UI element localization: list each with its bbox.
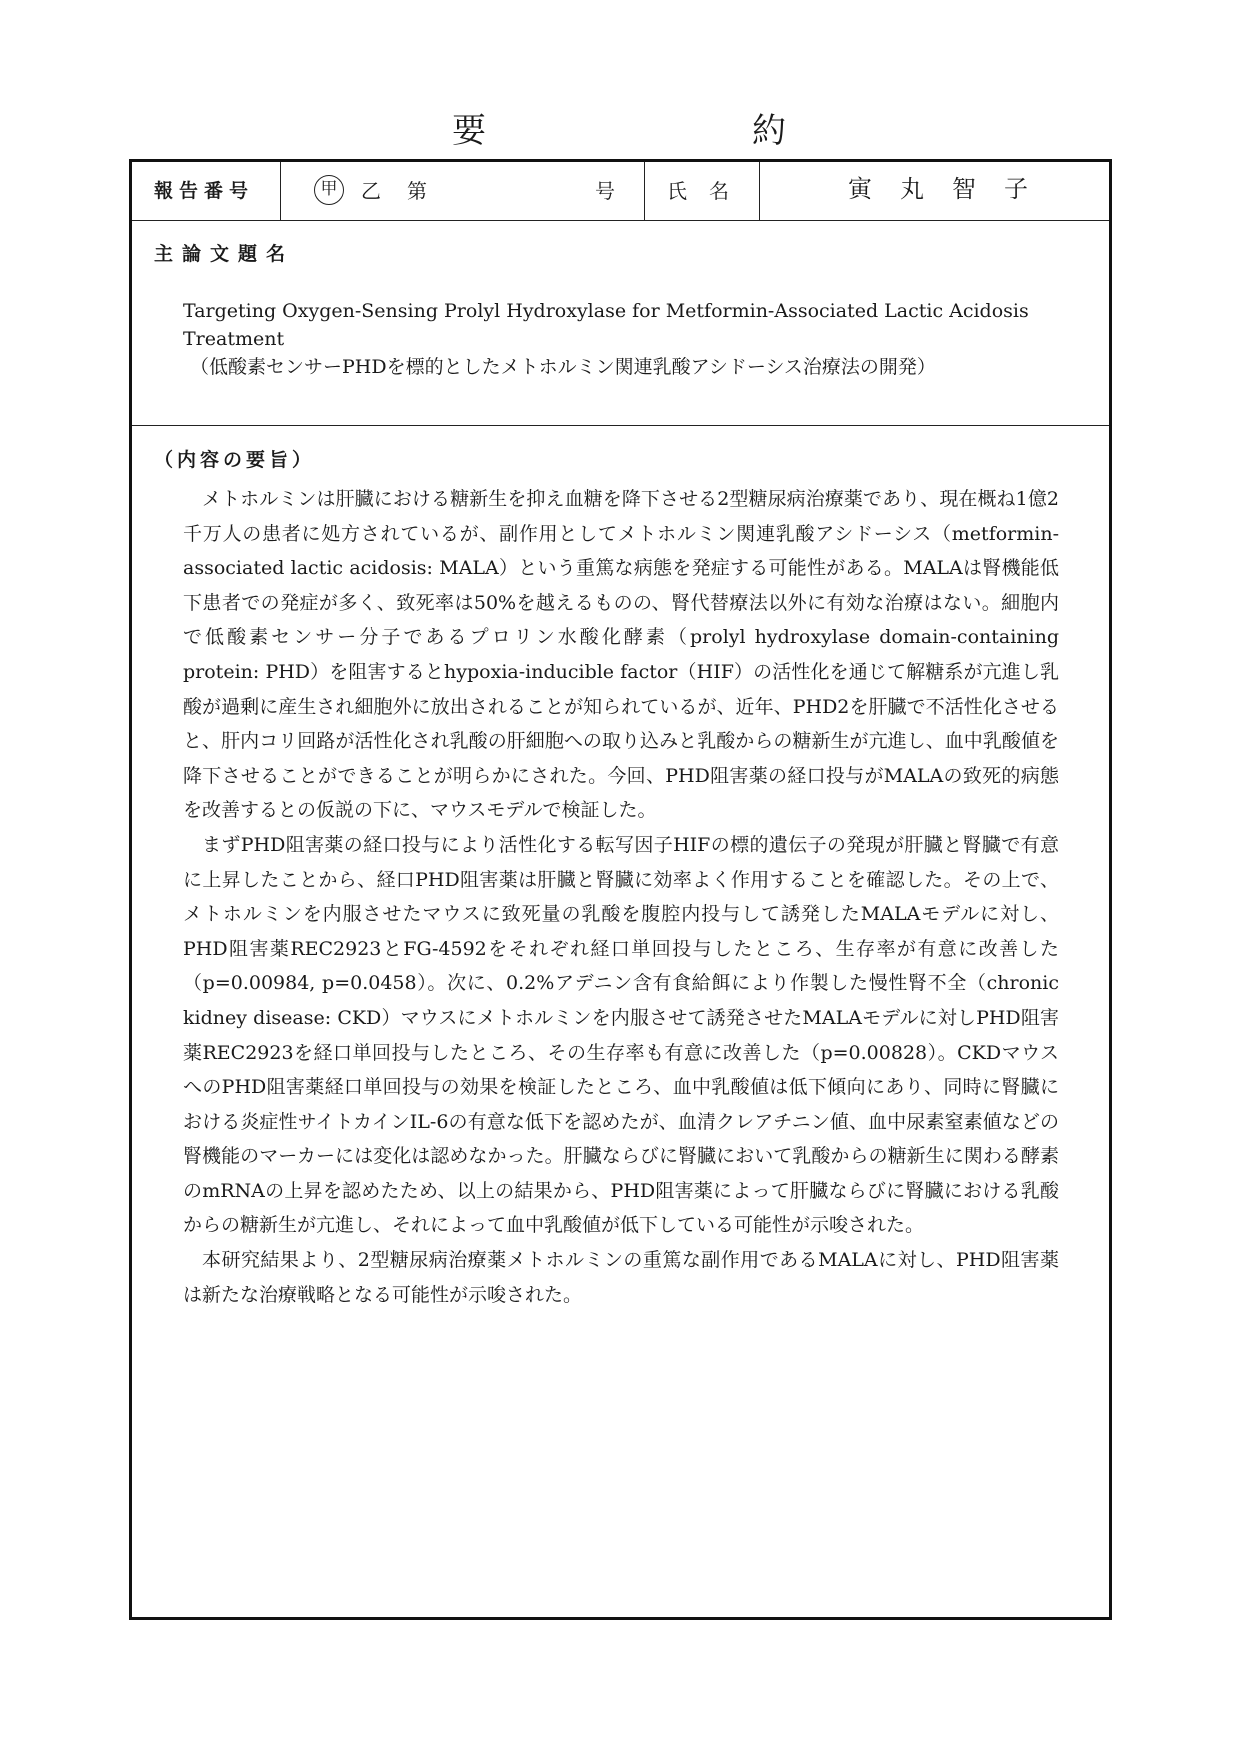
summary-paragraph-1: メトホルミンは肝臓における糖新生を抑え血糖を降下させる2型糖尿病治療薬であり、現在概ね1億2千万人の患者に処方されているが、副作用としてメトホルミン関連乳酸アシドーシス（metformin-associated lactic acidosis: MALA）という重篤な病態を発症する可能性がある。MALAは腎機能低下患者での発症が多く、致死率は50%を越えるものの、腎代替療法以外に有効な治療はない。細胞内で低酸素センサー分子であるプロリン水酸化酵素（prolyl hydroxylase domain-containing protein: PHD）を阻害するとhypoxia-inducible factor（HIF）の活性化を通じて解糖系が亢進し乳酸が過剰に産生され細胞外に放出されることが知られているが、近年、PHD2を肝臓で不活性化させると、肝内コリ回路が活性化され乳酸の肝細胞への取り込みと乳酸からの糖新生が亢進し、血中乳酸値を降下させることができることが明らかにされた。今回、PHD阻害薬の経口投与がMALAの致死的病態を改善するとの仮説の下に、マウスモデルで検証した。 <box>183 488 1059 822</box>
name-label-cell <box>645 162 760 220</box>
summary-form <box>129 159 1112 1620</box>
person-name: 寅丸智子 <box>848 175 1056 203</box>
report-number-label-cell <box>132 162 281 220</box>
summary-paragraph-2: まずPHD阻害薬の経口投与により活性化する転写因子HIFの標的遺伝子の発現が肝臓と腎臓で有意に上昇したことから、経口PHD阻害薬は肝臓と腎臓に効率よく作用することを確認した。その上で、メトホルミンを内服させたマウスに致死量の乳酸を腹腔内投与して誘発したMALAモデルに対し、PHD阻害薬REC2923とFG-4592をそれぞれ経口単回投与したところ、生存率が有意に改善した（p=0.00984, p=0.0458）。次に、0.2%アデニン含有食給餌により作製した慢性腎不全（chronic kidney disease: CKD）マウスにメトホルミンを内服させて誘発させたMALAモデルに対しPHD阻害薬REC2923を経口単回投与したところ、その生存率も有意に改善した（p=0.00828）。CKDマウスへのPHD阻害薬経口単回投与の効果を検証したところ、血中乳酸値は低下傾向にあり、同時に腎臓における炎症性サイトカインIL-6の有意な低下を認めたが、血清クレアチニン値、血中尿素窒素値などの腎機能のマーカーには変化は認めなかった。肝臓ならびに腎臓において乳酸からの糖新生に関わる酵素のmRNAの上昇を認めたため、以上の結果から、PHD阻害薬によって肝臓ならびに腎臓における乳酸からの糖新生が亢進し、それによって血中乳酸値が低下している可能性が示唆された。 <box>183 833 1059 1237</box>
report-number-label: 報告番号 <box>154 180 255 202</box>
page-title-char-2: 約 <box>752 111 786 151</box>
dai-label: 第 <box>407 179 427 203</box>
summary-body <box>183 482 1059 1312</box>
page-title-char-1: 要 <box>452 111 486 151</box>
thesis-title-english: Targeting Oxygen-Sensing Prolyl Hydroxylase for Metformin-Associated Lactic Acidosis Treatment <box>183 300 1029 350</box>
page-title <box>0 108 1241 154</box>
summary-label: （内容の要旨） <box>154 449 316 471</box>
name-label: 氏名 <box>667 179 751 203</box>
header-row <box>132 162 1109 221</box>
go-label: 号 <box>595 179 615 203</box>
otsu-label: 乙 <box>361 179 381 203</box>
summary-paragraph-3: 本研究結果より、2型糖尿病治療薬メトホルミンの重篤な副作用であるMALAに対し、PHD阻害薬は新たな治療戦略となる可能性が示唆された。 <box>183 1249 1059 1306</box>
name-value-cell <box>760 162 1109 220</box>
kou-circle-mark: 甲 <box>314 175 344 205</box>
thesis-title-japanese: （低酸素センサーPHDを標的としたメトホルミン関連乳酸アシドーシス治療法の開発） <box>190 356 936 378</box>
report-number-cell <box>281 162 645 220</box>
thesis-row <box>132 220 1109 426</box>
thesis-title-label: 主論文題名 <box>154 243 295 265</box>
